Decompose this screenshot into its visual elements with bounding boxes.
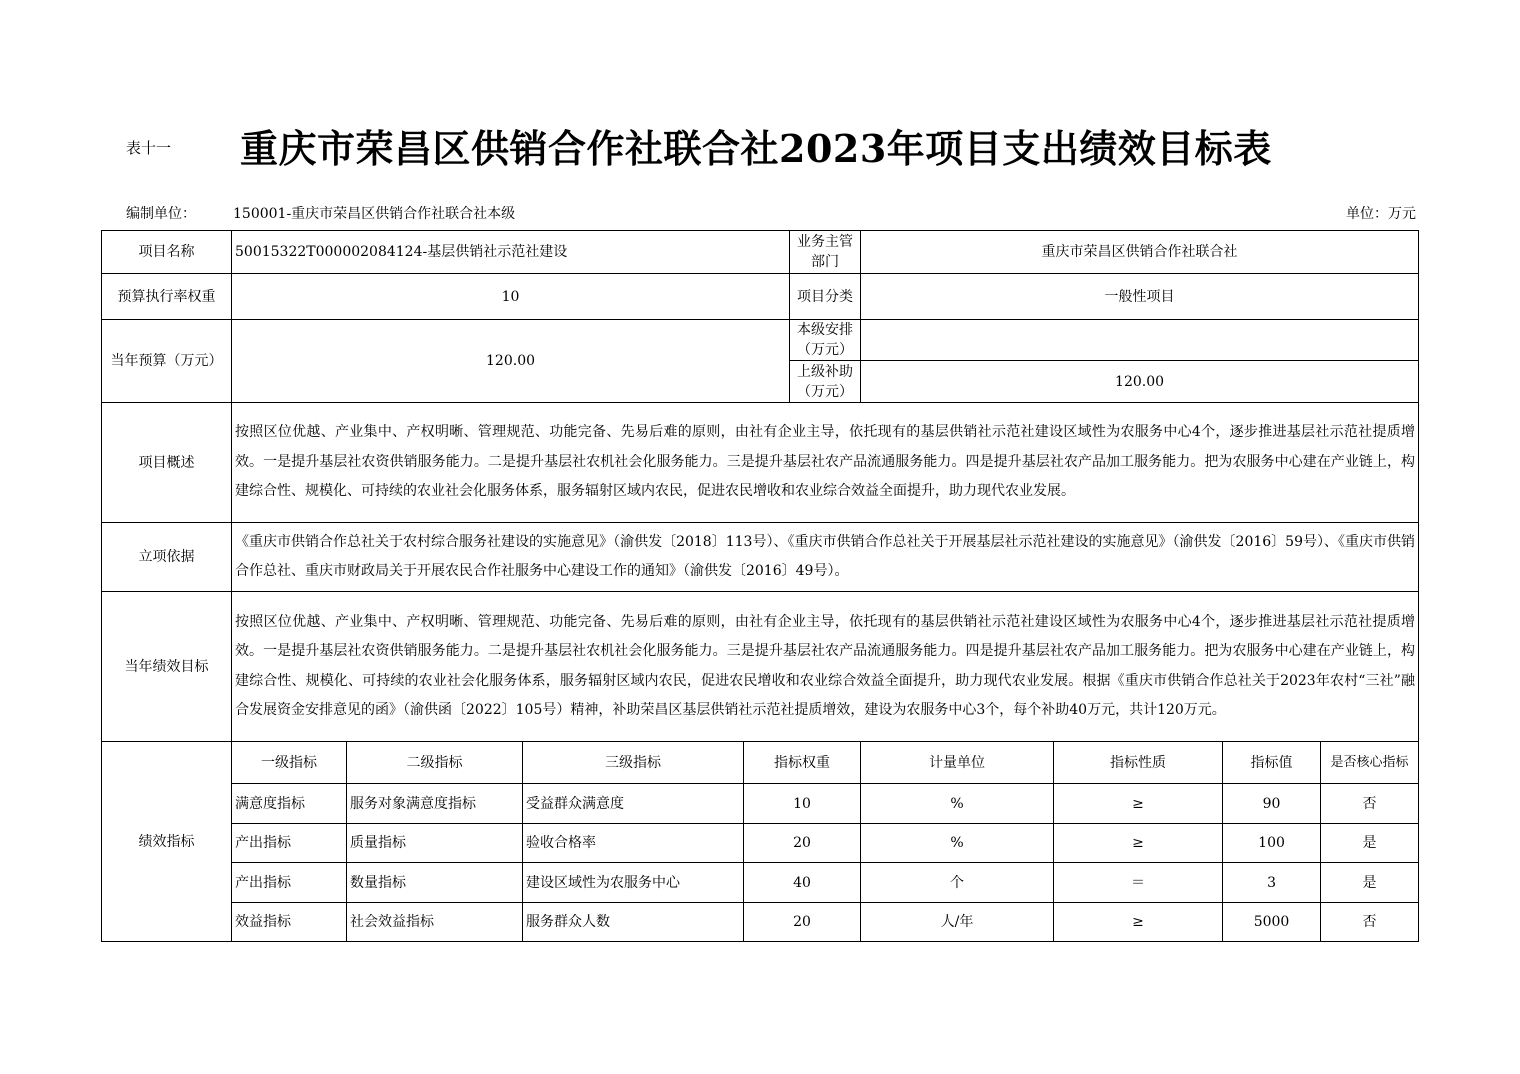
ind-unit: %: [861, 784, 1054, 824]
indicator-header-row: [102, 742, 1419, 784]
basis-text: 《重庆市供销合作总社关于农村综合服务社建设的实施意见》（渝供发〔2018〕113号）、《重庆市供销合作总社关于开展基层社示范社建设的实施意见》（渝供发〔2016〕59号）、《重庆市供销合作总社、重庆市财政局关于开展农民合作社服务中心建设工作的通知》（渝供发〔2016〕49号）。: [232, 523, 1419, 592]
header-value: 指标值: [1223, 742, 1321, 784]
ind-weight: 20: [744, 824, 861, 863]
basis-label: 立项依据: [102, 523, 232, 592]
ind-nature: ≥: [1054, 903, 1223, 942]
overview-label: 项目概述: [102, 403, 232, 523]
indicator-row: [102, 824, 1419, 863]
ind-unit: 个: [861, 863, 1054, 903]
ind-weight: 40: [744, 863, 861, 903]
category-value: 一般性项目: [861, 274, 1419, 320]
dept-label: 业务主管部门: [790, 231, 861, 274]
row-basis: [102, 523, 1419, 592]
ind-nature: ＝: [1054, 863, 1223, 903]
org-label: 编制单位：: [126, 206, 196, 222]
page-title: 重庆市荣昌区供销合作社联合社2023年项目支出绩效目标表: [240, 126, 1272, 171]
overview-text: 按照区位优越、产业集中、产权明晰、管理规范、功能完备、先易后难的原则，由社有企业主导，依托现有的基层供销社示范社建设区域性为农服务中心4个，逐步推进基层社示范社提质增效。一是提升基层社农资供销服务能力。二是提升基层社农机社会化服务能力。三是提升基层社农产品流通服务能力。四是提升基层社农产品加工服务能力。把为农服务中心建在产业链上，构建综合性、规模化、可持续的农业社会化服务体系，服务辐射区域内农民，促进农民增收和农业综合效益全面提升，助力现代农业发展。: [232, 403, 1419, 523]
goal-label: 当年绩效目标: [102, 592, 232, 742]
ind-level1: 效益指标: [232, 903, 347, 942]
row-overview: [102, 403, 1419, 523]
category-label: 项目分类: [790, 274, 861, 320]
budget-weight-label: 预算执行率权重: [102, 274, 232, 320]
ind-weight: 10: [744, 784, 861, 824]
dept-value: 重庆市荣昌区供销合作社联合社: [861, 231, 1419, 274]
row-project-name: [102, 231, 1419, 274]
ind-nature: ≥: [1054, 824, 1223, 863]
project-name-label: 项目名称: [102, 231, 232, 274]
header-level3: 三级指标: [523, 742, 744, 784]
row-budget-weight: [102, 274, 1419, 320]
superior-label: 上级补助（万元）: [790, 361, 861, 403]
header-level2: 二级指标: [347, 742, 523, 784]
ind-weight: 20: [744, 903, 861, 942]
indicator-row: [102, 863, 1419, 903]
budget-weight-value: 10: [232, 274, 790, 320]
ind-core: 是: [1321, 863, 1419, 903]
header-weight: 指标权重: [744, 742, 861, 784]
header-unit: 计量单位: [861, 742, 1054, 784]
ind-value: 3: [1223, 863, 1321, 903]
performance-table: [101, 230, 1419, 942]
ind-value: 90: [1223, 784, 1321, 824]
local-label: 本级安排（万元）: [790, 320, 861, 361]
ind-unit: %: [861, 824, 1054, 863]
ind-unit: 人/年: [861, 903, 1054, 942]
superior-value: 120.00: [861, 361, 1419, 403]
ind-level1: 产出指标: [232, 863, 347, 903]
header-level1: 一级指标: [232, 742, 347, 784]
indicators-label: 绩效指标: [102, 742, 232, 942]
ind-level3: 验收合格率: [523, 824, 744, 863]
annual-budget-label: 当年预算（万元）: [102, 320, 232, 403]
table-number: 表十一: [126, 139, 172, 157]
org-value: 150001-重庆市荣昌区供销合作社联合社本级: [233, 206, 516, 222]
row-goal: [102, 592, 1419, 742]
project-name-value: 50015322T000002084124-基层供销社示范社建设: [232, 231, 790, 274]
indicator-row: [102, 903, 1419, 942]
header-core: 是否核心指标: [1321, 742, 1419, 784]
ind-level2: 社会效益指标: [347, 903, 523, 942]
ind-core: 是: [1321, 824, 1419, 863]
header-nature: 指标性质: [1054, 742, 1223, 784]
ind-level1: 满意度指标: [232, 784, 347, 824]
ind-level2: 数量指标: [347, 863, 523, 903]
ind-value: 5000: [1223, 903, 1321, 942]
ind-nature: ≥: [1054, 784, 1223, 824]
ind-core: 否: [1321, 903, 1419, 942]
ind-level3: 受益群众满意度: [523, 784, 744, 824]
ind-value: 100: [1223, 824, 1321, 863]
ind-level3: 服务群众人数: [523, 903, 744, 942]
local-value: [861, 320, 1419, 361]
ind-level1: 产出指标: [232, 824, 347, 863]
row-annual-budget: [102, 320, 1419, 361]
ind-level2: 服务对象满意度指标: [347, 784, 523, 824]
ind-level2: 质量指标: [347, 824, 523, 863]
indicator-row: [102, 784, 1419, 824]
annual-budget-value: 120.00: [232, 320, 790, 403]
ind-core: 否: [1321, 784, 1419, 824]
ind-level3: 建设区域性为农服务中心: [523, 863, 744, 903]
goal-text: 按照区位优越、产业集中、产权明晰、管理规范、功能完备、先易后难的原则，由社有企业主导，依托现有的基层供销社示范社建设区域性为农服务中心4个，逐步推进基层社示范社提质增效。一是提升基层社农资供销服务能力。二是提升基层社农机社会化服务能力。三是提升基层社农产品流通服务能力。四是提升基层社农产品加工服务能力。把为农服务中心建在产业链上，构建综合性、规模化、可持续的农业社会化服务体系，服务辐射区域内农民，促进农民增收和农业综合效益全面提升，助力现代农业发展。根据《重庆市供销合作总社关于2023年农村“三社”融合发展资金安排意见的函》（渝供函〔2022〕105号）精神，补助荣昌区基层供销社示范社提质增效，建设为农服务中心3个，每个补助40万元，共计120万元。: [232, 592, 1419, 742]
unit-label: 单位：万元: [1346, 206, 1416, 222]
